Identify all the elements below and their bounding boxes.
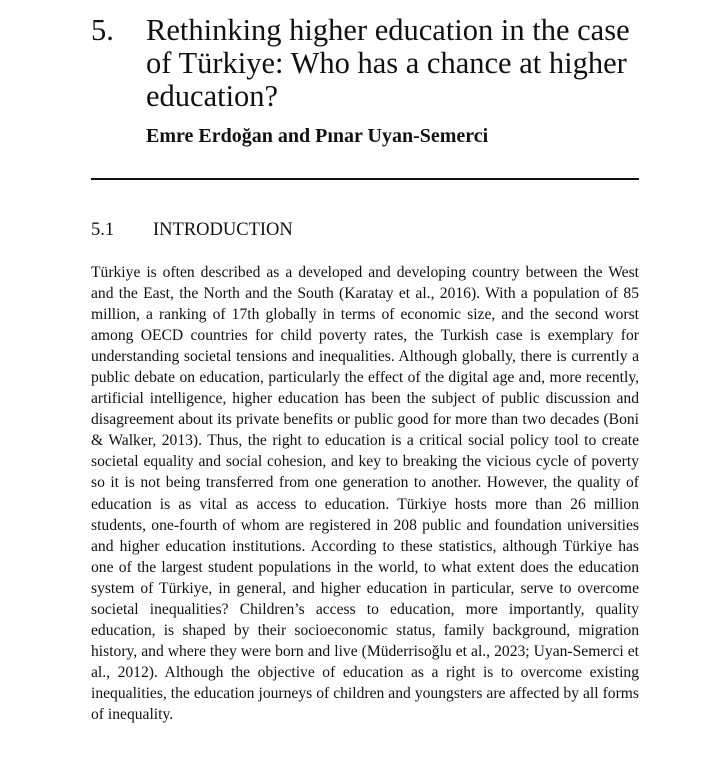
section-heading bbox=[91, 219, 293, 241]
section-title: INTRODUCTION bbox=[153, 220, 293, 240]
chapter-number: 5. bbox=[91, 13, 114, 47]
header-divider bbox=[91, 178, 639, 180]
chapter-authors: Emre Erdoğan and Pınar Uyan-Semerci bbox=[146, 125, 489, 147]
section-number: 5.1 bbox=[91, 220, 115, 240]
chapter-title: Rethinking higher education in the case of Türkiye: Who has a chance at higher education? bbox=[146, 13, 630, 113]
chapter-title-row bbox=[91, 14, 641, 113]
body-paragraph: Türkiye is often described as a developed and developing country between the West and the East, the North and the South (Karatay et al., 2016). With a population of 85 million, a ranking of 17th globally in terms of economic size, and the second worst among OECD countries for child poverty rates, the Turkish case is exemplary for understanding societal tensions and inequalities. Although globally, there is currently a public debate on education, particularly the effect of the digital age and, more recently, artificial intelligence, higher education has been the subject of public discussion and disagreement about its private benefits or public good for more than two decades (Boni & Walker, 2013). Thus, the right to education is a critical social policy tool to create societal equality and social cohesion, and key to breaking the vicious cycle of poverty so it is not being transferred from one generation to another. However, the quality of education is as vital as access to education. Türkiye hosts more than 26 million students, one-fourth of whom are registered in 208 public and foundation universities and higher education institutions. According to these statistics, although Türkiye has one of the largest student populations in the world, to what extent does the education system of Türkiye, in general, and higher education in particular, serve to overcome societal inequalities? Children’s access to education, more importantly, quality education, is shaped by their socioeconomic status, family background, migration history, and where they were born and live (Müderrisoğlu et al., 2023; Uyan-Semerci et al., 2012). Although the objective of education as a right is to overcome existing inequalities, the education journeys of children and youngsters are affected by all forms of inequality. bbox=[91, 264, 639, 723]
chapter-header bbox=[91, 14, 641, 149]
